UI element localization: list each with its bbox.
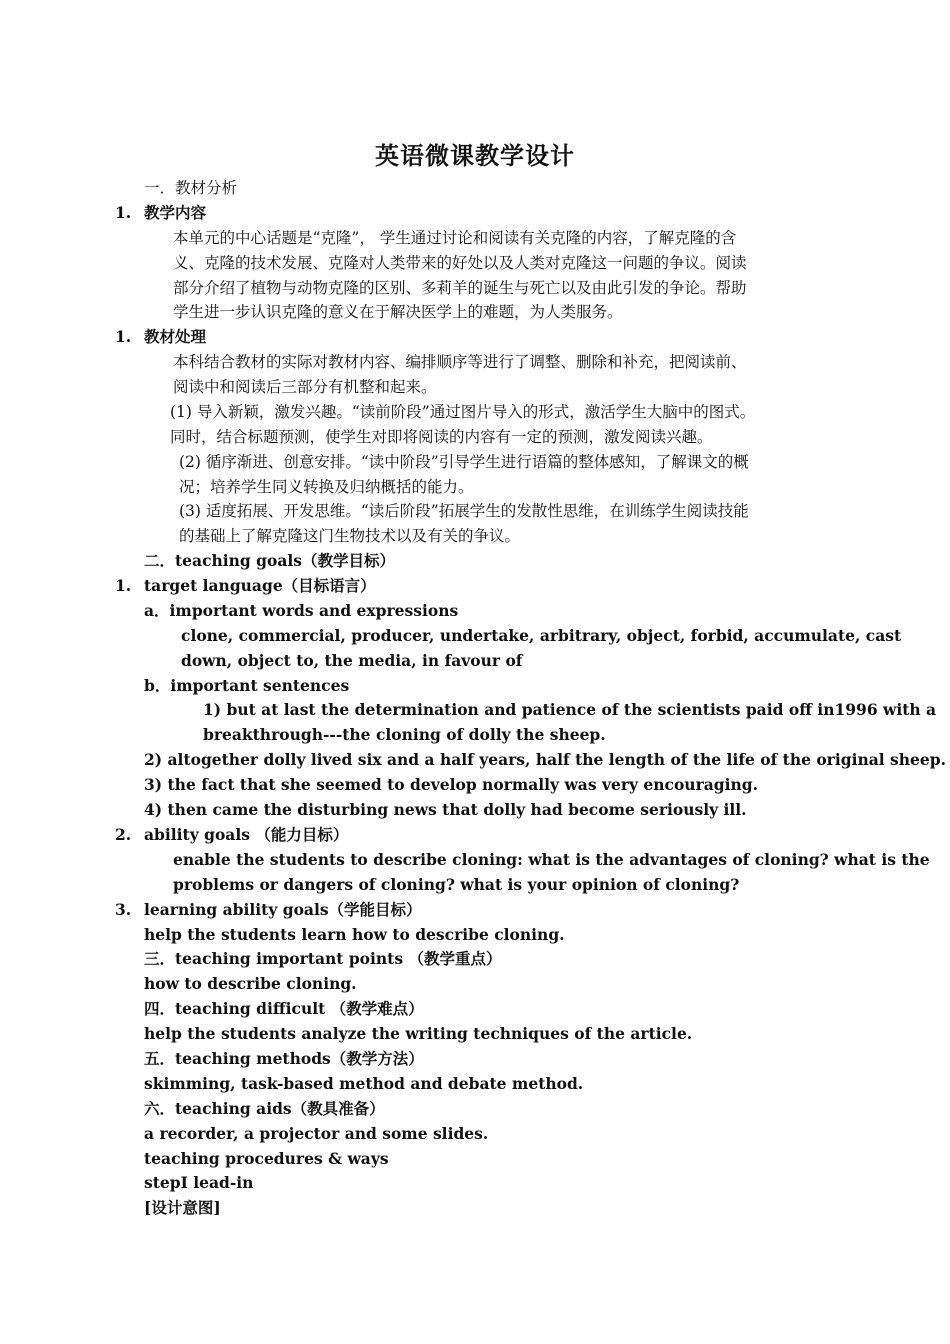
paragraph-line: 阅读中和阅读后三部分有机整和起来。: [173, 378, 437, 396]
list-number: 3.: [115, 900, 132, 919]
paragraph-line: 本单元的中心话题是“克隆”， 学生通过讨论和阅读有关克隆的内容，了解克隆的含: [173, 229, 737, 247]
paragraph-line: (3) 适度拓展、开发思维。“读后阶段”拓展学生的发散性思维，在训练学生阅读技能: [179, 502, 749, 520]
subheading-content: 教学内容: [144, 203, 207, 222]
paragraph-line: help the students analyze the writing techniques of the article.: [144, 1024, 693, 1043]
heading-step: stepⅠ lead-in: [144, 1173, 254, 1192]
paragraph-line: 部分介绍了植物与动物克隆的区别、多莉羊的诞生与死亡以及由此引发的争论。帮助: [173, 279, 747, 297]
paragraph-line: how to describe cloning.: [144, 974, 357, 993]
paragraph-line: 况；培养学生同义转换及归纳概括的能力。: [179, 478, 474, 496]
heading-procedures: teaching procedures & ways: [144, 1149, 389, 1168]
paragraph-line: enable the students to describe cloning: what is the advantages of cloning? what is the: [173, 850, 930, 869]
sentence-line: 2) altogether dolly lived six and a half years, half the length of the life of the original sheep.: [144, 750, 947, 769]
section-heading-methods: 五．teaching methods（教学方法）: [144, 1049, 424, 1068]
sentence-line: 3) the fact that she seemed to develop normally was very encouraging.: [144, 775, 759, 794]
list-number: 1.: [115, 203, 132, 222]
subheading-processing: 教材处理: [144, 327, 207, 346]
paragraph-line: 同时，结合标题预测，使学生对即将阅读的内容有一定的预测，激发阅读兴趣。: [170, 428, 713, 446]
paragraph-line: 义、克隆的技术发展、克隆对人类带来的好处以及人类对克隆这一问题的争议。阅读: [173, 254, 747, 272]
section-heading-important-points: 三．teaching important points （教学重点）: [144, 949, 502, 968]
list-number: 1.: [115, 327, 132, 346]
heading-design-intent: [设计意图]: [144, 1198, 221, 1217]
sentence-line: breakthrough---the cloning of dolly the sheep.: [203, 725, 606, 744]
subheading-ability-goals: ability goals （能力目标）: [144, 825, 349, 844]
list-number: 1.: [115, 576, 132, 595]
section-heading-goals: 二．teaching goals（教学目标）: [144, 551, 395, 570]
document-title: 英语微课教学设计: [375, 141, 575, 170]
paragraph-line: (2) 循序渐进、创意安排。“读中阶段”引导学生进行语篇的整体感知，了解课文的概: [179, 453, 749, 471]
paragraph-line: (1) 导入新颖，激发兴趣。“读前阶段”通过图片导入的形式，激活学生大脑中的图式。: [170, 403, 756, 421]
subheading-words: a．important words and expressions: [144, 601, 459, 620]
subheading-learning-goals: learning ability goals（学能目标）: [144, 900, 422, 919]
section-heading-materials: 一．教材分析: [144, 179, 238, 197]
paragraph-line: skimming, task-based method and debate method.: [144, 1074, 584, 1093]
section-heading-difficult: 四．teaching difficult （教学难点）: [144, 999, 424, 1018]
paragraph-line: down, object to, the media, in favour of: [181, 651, 523, 670]
paragraph-line: a recorder, a projector and some slides.: [144, 1124, 489, 1143]
subheading-sentences: b．important sentences: [144, 676, 350, 695]
paragraph-line: 的基础上了解克隆这门生物技术以及有关的争议。: [179, 527, 521, 545]
sentence-line: 4) then came the disturbing news that dolly had become seriously ill.: [144, 800, 747, 819]
sentence-line: 1) but at last the determination and patience of the scientists paid off in1996 with a: [203, 700, 937, 719]
paragraph-line: problems or dangers of cloning? what is your opinion of cloning?: [173, 875, 740, 894]
paragraph-line: 本科结合教材的实际对教材内容、编排顺序等进行了调整、删除和补充，把阅读前、: [173, 353, 747, 371]
paragraph-line: clone, commercial, producer, undertake, arbitrary, object, forbid, accumulate, cast: [181, 626, 902, 645]
paragraph-line: help the students learn how to describe cloning.: [144, 925, 565, 944]
paragraph-line: 学生进一步认识克隆的意义在于解决医学上的难题，为人类服务。: [173, 303, 623, 321]
section-heading-aids: 六．teaching aids（教具准备）: [144, 1099, 385, 1118]
subheading-target-language: target language（目标语言）: [144, 576, 376, 595]
list-number: 2.: [115, 825, 132, 844]
